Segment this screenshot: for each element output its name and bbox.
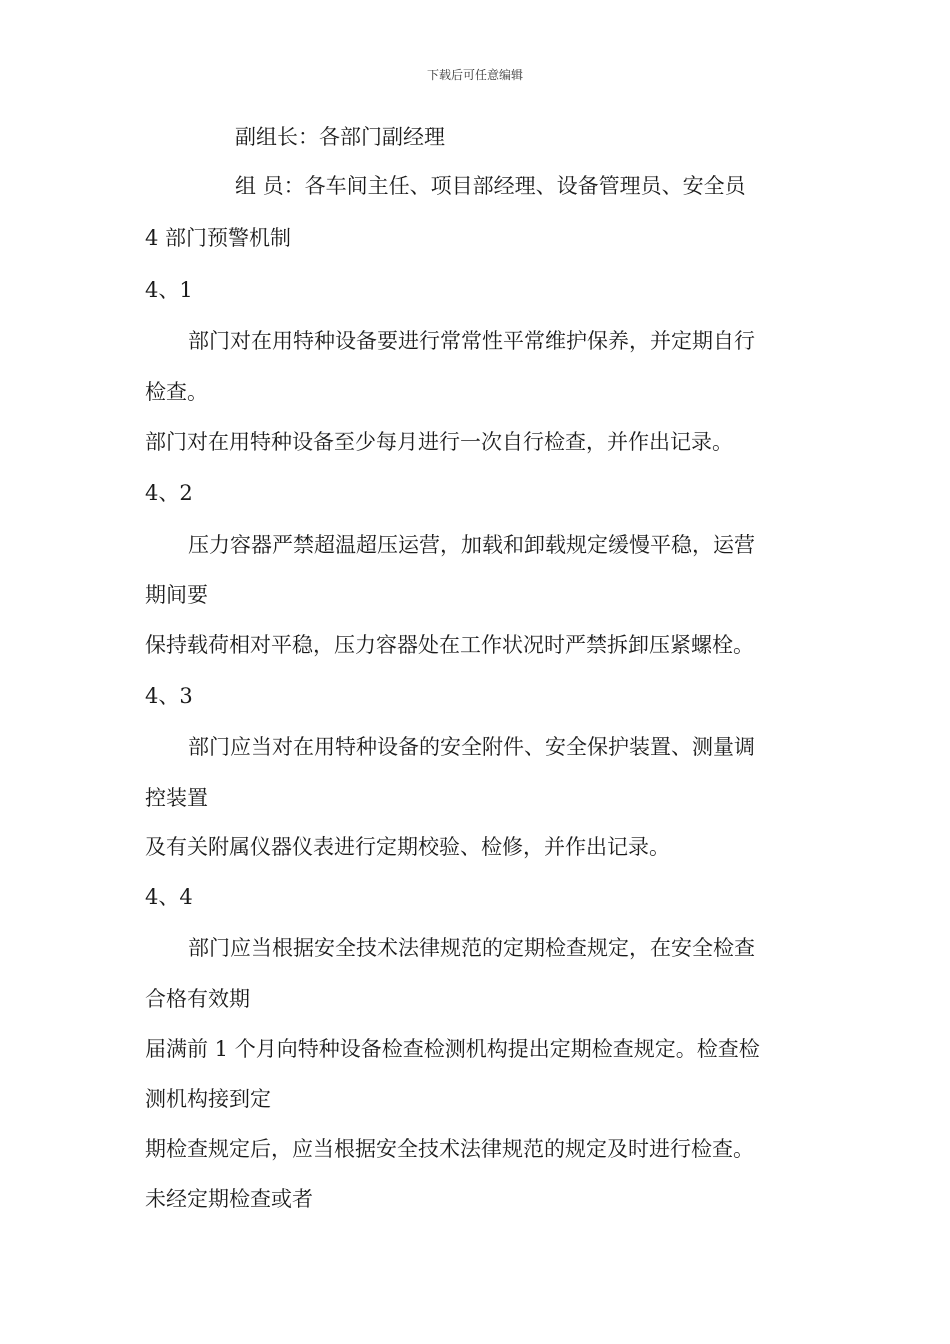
vice-leader-line: 副组长：各部门副经理 [235,125,445,149]
section-heading: 4 部门预警机制 [145,226,292,250]
paragraph-line: 合格有效期 [145,987,250,1011]
paragraph-line: 期间要 [145,583,208,607]
clause-number: 4、4 [145,885,193,909]
paragraph-line: 控装置 [145,786,208,810]
clause-number: 4、3 [145,684,193,708]
paragraph-line: 压力容器严禁超温超压运营，加载和卸载规定缓慢平稳，运营 [188,533,755,557]
paragraph-line: 届满前 1 个月向特种设备检查检测机构提出定期检查规定。检查检 [145,1037,760,1061]
clause-number: 4、2 [145,481,193,505]
paragraph-line: 部门应当对在用特种设备的安全附件、安全保护装置、测量调 [188,735,755,759]
clause-number: 4、1 [145,278,193,302]
paragraph-line: 部门对在用特种设备至少每月进行一次自行检查，并作出记录。 [145,430,733,454]
paragraph-line: 期检查规定后，应当根据安全技术法律规范的规定及时进行检查。 [145,1137,754,1161]
page-header: 下载后可任意编辑 [426,68,523,82]
paragraph-line: 部门应当根据安全技术法律规范的定期检查规定，在安全检查 [188,936,755,960]
paragraph-line: 检查。 [145,380,208,404]
paragraph-line: 测机构接到定 [145,1087,271,1111]
paragraph-line: 保持载荷相对平稳，压力容器处在工作状况时严禁拆卸压紧螺栓。 [145,633,754,657]
paragraph-line: 部门对在用特种设备要进行常常性平常维护保养，并定期自行 [188,329,755,353]
paragraph-line: 及有关附属仪器仪表进行定期校验、检修，并作出记录。 [145,835,670,859]
paragraph-line: 未经定期检查或者 [145,1187,313,1211]
members-line: 组 员：各车间主任、项目部经理、设备管理员、安全员 [235,174,746,198]
